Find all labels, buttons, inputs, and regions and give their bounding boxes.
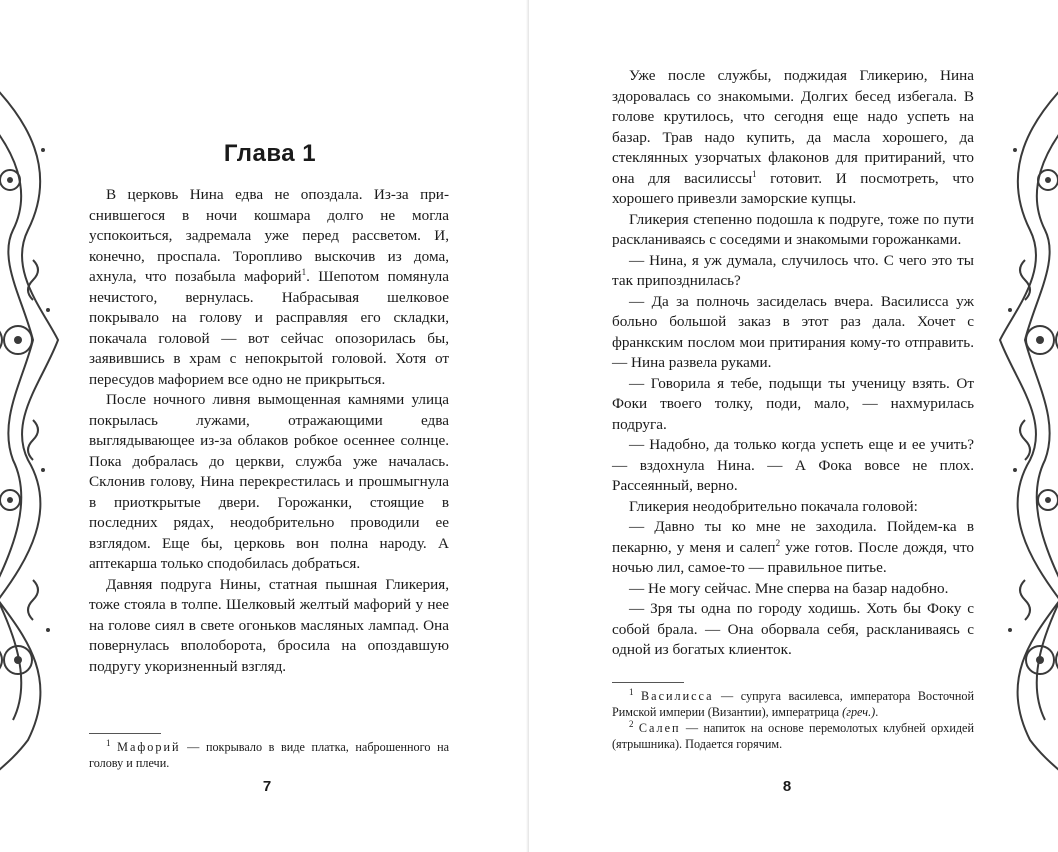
page-number-right: 8 — [782, 778, 792, 795]
paragraph: После ночного ливня вымощенная камнями улица покрылась лужами, отражающими едва выглядывающее из-за облаков робкое осеннее солнце. Пока добралась до церкви, служба уже началась. Склонив голову, Нина перекрестилась и прошмыгнула в приоткрытые двери. Горожанки, стоящие в последних рядах, неодобрительно проводили ее взглядом. Еще бы, церковь вон полна народу. А аптекарша только сподобилась добраться. — [89, 391, 449, 572]
footnote-term: Василисса — [641, 689, 714, 703]
footnote-text: . — [875, 705, 879, 719]
footnote-text: — супруга василевса, императора Восточной Римской империи (Византии), императрица — [612, 689, 975, 719]
text-span: готовит. И посмотреть, что хорошего привезли заморские купцы. — [612, 169, 974, 207]
footnote-ref: 1 — [752, 168, 757, 179]
footnote-term: Салеп — [638, 721, 681, 735]
footnote — [612, 688, 974, 720]
paragraph: — Да за полночь засиделась вчера. Василисса уж больно большой заказ в этот раз дала. Хочет с франкским послом мои притирания кому-то отправить. — Нина развела руками. — [612, 292, 974, 371]
footnote-divider — [612, 682, 684, 683]
text-span: В церковь Нина едва не опоздала. Из-за приснившегося в ночи кошмара долго не могла успокоиться, задремала уже перед рассветом. И, конечно, проспала. Торопливо выскочив из дома, ахнула, что позабыла мафорий — [89, 186, 449, 285]
paragraph: — Зря ты одна по городу ходишь. Хоть бы Фоку с собой брала. — Она оборвала себя, раскланиваясь с одной из богатых клиенток. — [612, 600, 974, 658]
right-body-text — [612, 66, 974, 661]
left-footnotes — [89, 739, 449, 771]
footnote-number: 2 — [629, 718, 634, 729]
footnote-text: — покрывало в виде платка, наброшенного на голову и плечи. — [89, 740, 449, 770]
paragraph: — Нина, я уж думала, случилось что. С чего это ты так припозднилась? — [612, 251, 974, 289]
footnote-ref: 1 — [301, 266, 307, 277]
footnote — [89, 739, 449, 771]
paragraph — [89, 185, 449, 390]
paragraph: Гликерия степенно подошла к подруге, тоже по пути раскланиваясь с соседями и знакомыми горожанками. — [612, 210, 974, 248]
right-page — [529, 0, 1058, 852]
paragraph: — Надобно, да только когда успеть еще и ее учить? — вздохнула Нина. — А Фока вовсе не плох. Рассеянный, верно. — [612, 436, 974, 494]
left-body-text — [89, 185, 449, 677]
chapter-title: Глава 1 — [223, 140, 317, 167]
footnote-lang-note: (греч.) — [842, 705, 876, 719]
footnote-number: 1 — [629, 686, 634, 697]
paragraph — [612, 66, 974, 210]
paragraph: Давняя подруга Нины, статная пышная Гликерия, тоже стояла в толпе. Шелковый желтый мафорий у нее на голове сиял в свете огоньков масляных лампад. Она повернулась вполоборота, бросила на опоздавшую подругу укоризненный взгляд. — [89, 575, 449, 675]
text-span: . Шепотом помянула нечистого, вернулась. Набрасывая шелковое покрывало на голову и расправляя его складки, покачала головой — вот сейчас опозорилась бы, заявившись в храм с непокрытой головой. Хотя от пересудов мафорием все одно не прикрыться. — [89, 268, 450, 388]
page-number-left: 7 — [262, 778, 272, 795]
ornament-border-right-icon — [995, 60, 1058, 780]
footnote-text: — напиток на основе перемолотых клубней орхидей (ятрышника). Подается горячим. — [612, 721, 974, 751]
text-span: уже готов. После дождя, что ночью лил, самое-то — правильное питье. — [612, 538, 974, 576]
text-span: — Давно ты ко мне не заходила. Пойдем-ка в пекарню, у меня и салеп — [612, 518, 974, 556]
footnote-ref: 2 — [775, 537, 781, 548]
text-span: Уже после службы, поджидая Гликерию, Нина здоровалась со знакомыми. Долгих бесед избегала. В голове крутилось, что сегодня еще надо успеть на базар. Трав надо купить, да масла хорошего, да стеклянных узорчатых флаконов для притираний, что она для василиссы — [612, 67, 974, 187]
footnote-term: Мафорий — [117, 740, 181, 754]
footnote-divider — [89, 733, 161, 734]
right-footnotes — [612, 688, 974, 752]
paragraph: Гликерия неодобрительно покачала головой: — [629, 497, 918, 515]
ornament-border-left-icon — [0, 60, 63, 780]
paragraph — [612, 517, 974, 579]
footnote — [612, 720, 974, 752]
paragraph: — Говорила я тебе, подыщи ты ученицу взять. От Фоки твоего толку, поди, мало, — нахмурилась подруга. — [612, 374, 974, 433]
footnote-number: 1 — [106, 737, 111, 748]
paragraph: — Не могу сейчас. Мне сперва на базар надобно. — [629, 579, 949, 597]
